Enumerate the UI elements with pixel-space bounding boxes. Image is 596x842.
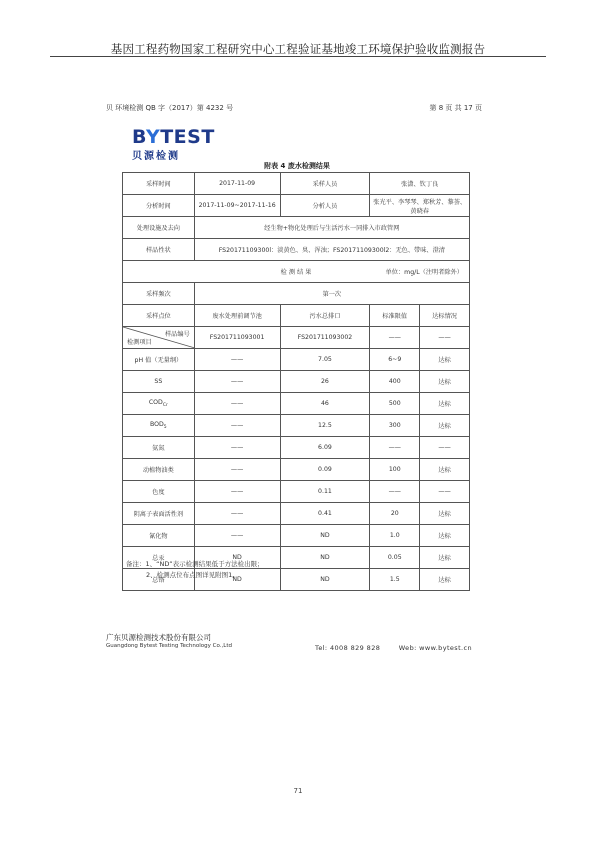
sample-no-label: 样品编号 — [164, 331, 190, 338]
measurement-value-inlet: —— — [194, 393, 280, 415]
measurement-item: pH 值（无量纲） — [123, 349, 195, 371]
company-name-en: Guangdong Bytest Testing Technology Co.,Ltd — [106, 643, 232, 649]
table-row — [123, 261, 470, 283]
measurement-item: 氨氮 — [123, 437, 195, 459]
measurement-item: 色度 — [123, 481, 195, 503]
measurement-value-inlet: —— — [194, 503, 280, 525]
measurement-result: 达标 — [420, 349, 470, 371]
measurement-result: 达标 — [420, 393, 470, 415]
analysis-date-label: 分析时间 — [123, 195, 195, 217]
logo-subtitle: 贝源检测 — [132, 151, 180, 162]
sample-no-result-dash: —— — [420, 327, 470, 349]
sampler-label: 采样人员 — [280, 173, 370, 195]
measurement-result: 达标 — [420, 503, 470, 525]
measurement-item: 氰化物 — [123, 525, 195, 547]
report-page-info: 第 8 页 共 17 页 — [429, 104, 482, 112]
measurement-value-outlet: ND — [280, 547, 370, 569]
scanned-report-page — [92, 75, 502, 652]
measurement-item: 阴离子表面活性剂 — [123, 503, 195, 525]
sample-no-2: FS201711093002 — [280, 327, 370, 349]
measurement-value-outlet: 0.11 — [280, 481, 370, 503]
measurement-item: 动植物油类 — [123, 459, 195, 481]
measurement-value-inlet: —— — [194, 481, 280, 503]
measurement-result: 达标 — [420, 525, 470, 547]
measurement-value-outlet: 7.05 — [280, 349, 370, 371]
measurement-standard: —— — [370, 481, 420, 503]
table-row — [123, 459, 470, 481]
measurement-value-inlet: —— — [194, 371, 280, 393]
measurement-value-outlet: ND — [280, 569, 370, 591]
measurement-standard: 300 — [370, 415, 420, 437]
measurement-standard: 500 — [370, 393, 420, 415]
item-label: 检测项目 — [127, 339, 152, 346]
table-row — [123, 349, 470, 371]
measurement-standard: 400 — [370, 371, 420, 393]
analysis-date: 2017-11-09~2017-11-16 — [194, 195, 280, 217]
measurement-rows — [123, 349, 470, 591]
measurement-value-inlet: —— — [194, 437, 280, 459]
analysts: 张光平、李琴琴、郑秋芳、黎荟、黄晓春 — [370, 195, 470, 217]
table-row — [123, 437, 470, 459]
table-row — [123, 283, 470, 305]
measurement-result: —— — [420, 481, 470, 503]
measurement-result: 达标 — [420, 547, 470, 569]
table-row — [123, 195, 470, 217]
note-line-2: 2、检测点位布点图详见附图1。 — [146, 571, 239, 579]
header-rule — [50, 56, 546, 57]
diagonal-header-cell — [123, 327, 195, 349]
measurement-standard: 20 — [370, 503, 420, 525]
measurement-item: $COD_{Cr}$ — [123, 393, 195, 415]
unit-note: 单位：mg/L（注明者除外） — [385, 269, 463, 276]
measurement-standard: 1.5 — [370, 569, 420, 591]
measurement-item: 总铬 — [123, 569, 195, 591]
standard-label: 标准限值 — [370, 305, 420, 327]
measurement-standard: 0.05 — [370, 547, 420, 569]
measurement-result: 达标 — [420, 459, 470, 481]
analysts-label: 分析人员 — [280, 195, 370, 217]
measurement-value-outlet: 6.09 — [280, 437, 370, 459]
measurement-result: 达标 — [420, 371, 470, 393]
results-label: 检 测 结 果 — [280, 269, 312, 276]
measurement-standard: 6~9 — [370, 349, 420, 371]
table-row — [123, 525, 470, 547]
table-row — [123, 327, 470, 349]
measurement-value-outlet: 0.09 — [280, 459, 370, 481]
report-number: 贝 环境检测 QB 字（2017）第 4232 号 — [106, 104, 234, 112]
page-number: 71 — [293, 787, 303, 795]
measurement-value-inlet: ND — [194, 569, 280, 591]
point-label: 采样点位 — [123, 305, 195, 327]
sample-no-std-dash: —— — [370, 327, 420, 349]
point-1: 废水处理前调节池 — [194, 305, 280, 327]
measurement-item: 总汞 — [123, 547, 195, 569]
bytest-logo — [132, 126, 215, 162]
sampling-date: 2017-11-09 — [194, 173, 280, 195]
table-row — [123, 371, 470, 393]
samplers: 张潇、钦丁良 — [370, 173, 470, 195]
measurement-value-inlet: —— — [194, 349, 280, 371]
measurement-result: —— — [420, 437, 470, 459]
table-title: 附表 4 废水检测结果 — [264, 162, 330, 170]
measurement-value-outlet: 46 — [280, 393, 370, 415]
table-row — [123, 393, 470, 415]
measurement-value-inlet: ND — [194, 547, 280, 569]
compliance-label: 达标情况 — [420, 305, 470, 327]
table-row — [123, 239, 470, 261]
table-row — [123, 415, 470, 437]
wastewater-results-table — [122, 172, 470, 591]
freq-label: 采样频次 — [123, 283, 195, 305]
page-header: 基因工程药物国家工程研究中心工程验证基地竣工环境保护验收监测报告 — [110, 42, 486, 56]
company-web: Web: www.bytest.cn — [398, 644, 472, 652]
note-line-1: 备注：1、“ND”表示检测结果低于方法检出限； — [126, 560, 264, 568]
freq-value: 第一次 — [194, 283, 469, 305]
treatment: 经生物+物化处理后与生活污水一同排入市政管网 — [194, 217, 469, 239]
measurement-value-outlet: 26 — [280, 371, 370, 393]
sample-no-1: FS201711093001 — [194, 327, 280, 349]
point-2: 污水总排口 — [280, 305, 370, 327]
notes — [126, 559, 264, 581]
company-tel: Tel: 4008 829 828 — [315, 644, 381, 652]
measurement-standard: 1.0 — [370, 525, 420, 547]
measurement-value-inlet: —— — [194, 525, 280, 547]
measurement-item: SS — [123, 371, 195, 393]
measurement-value-outlet: ND — [280, 525, 370, 547]
measurement-value-outlet: 0.41 — [280, 503, 370, 525]
table-row — [123, 173, 470, 195]
measurement-value-outlet: 12.5 — [280, 415, 370, 437]
company-name-cn: 广东贝源检测技术股份有限公司 — [106, 633, 211, 642]
company-contact — [315, 644, 472, 652]
treatment-label: 处理设施及去向 — [123, 217, 195, 239]
sample-description: FS20171109300l：淡黄色、臭、浑浊；FS20171109300l2：无色、带味、澄清 — [194, 239, 469, 261]
table-row — [123, 305, 470, 327]
table-row — [123, 503, 470, 525]
sample-label: 样品性状 — [123, 239, 195, 261]
measurement-result: 达标 — [420, 415, 470, 437]
table-row — [123, 481, 470, 503]
measurement-value-inlet: —— — [194, 459, 280, 481]
measurement-standard: 100 — [370, 459, 420, 481]
table-row — [123, 217, 470, 239]
measurement-standard: —— — [370, 437, 420, 459]
measurement-result: 达标 — [420, 569, 470, 591]
measurement-item: $BOD_5$ — [123, 415, 195, 437]
logo-wordmark: BYTEST — [132, 126, 215, 148]
measurement-value-inlet: —— — [194, 415, 280, 437]
sampling-date-label: 采样时间 — [123, 173, 195, 195]
